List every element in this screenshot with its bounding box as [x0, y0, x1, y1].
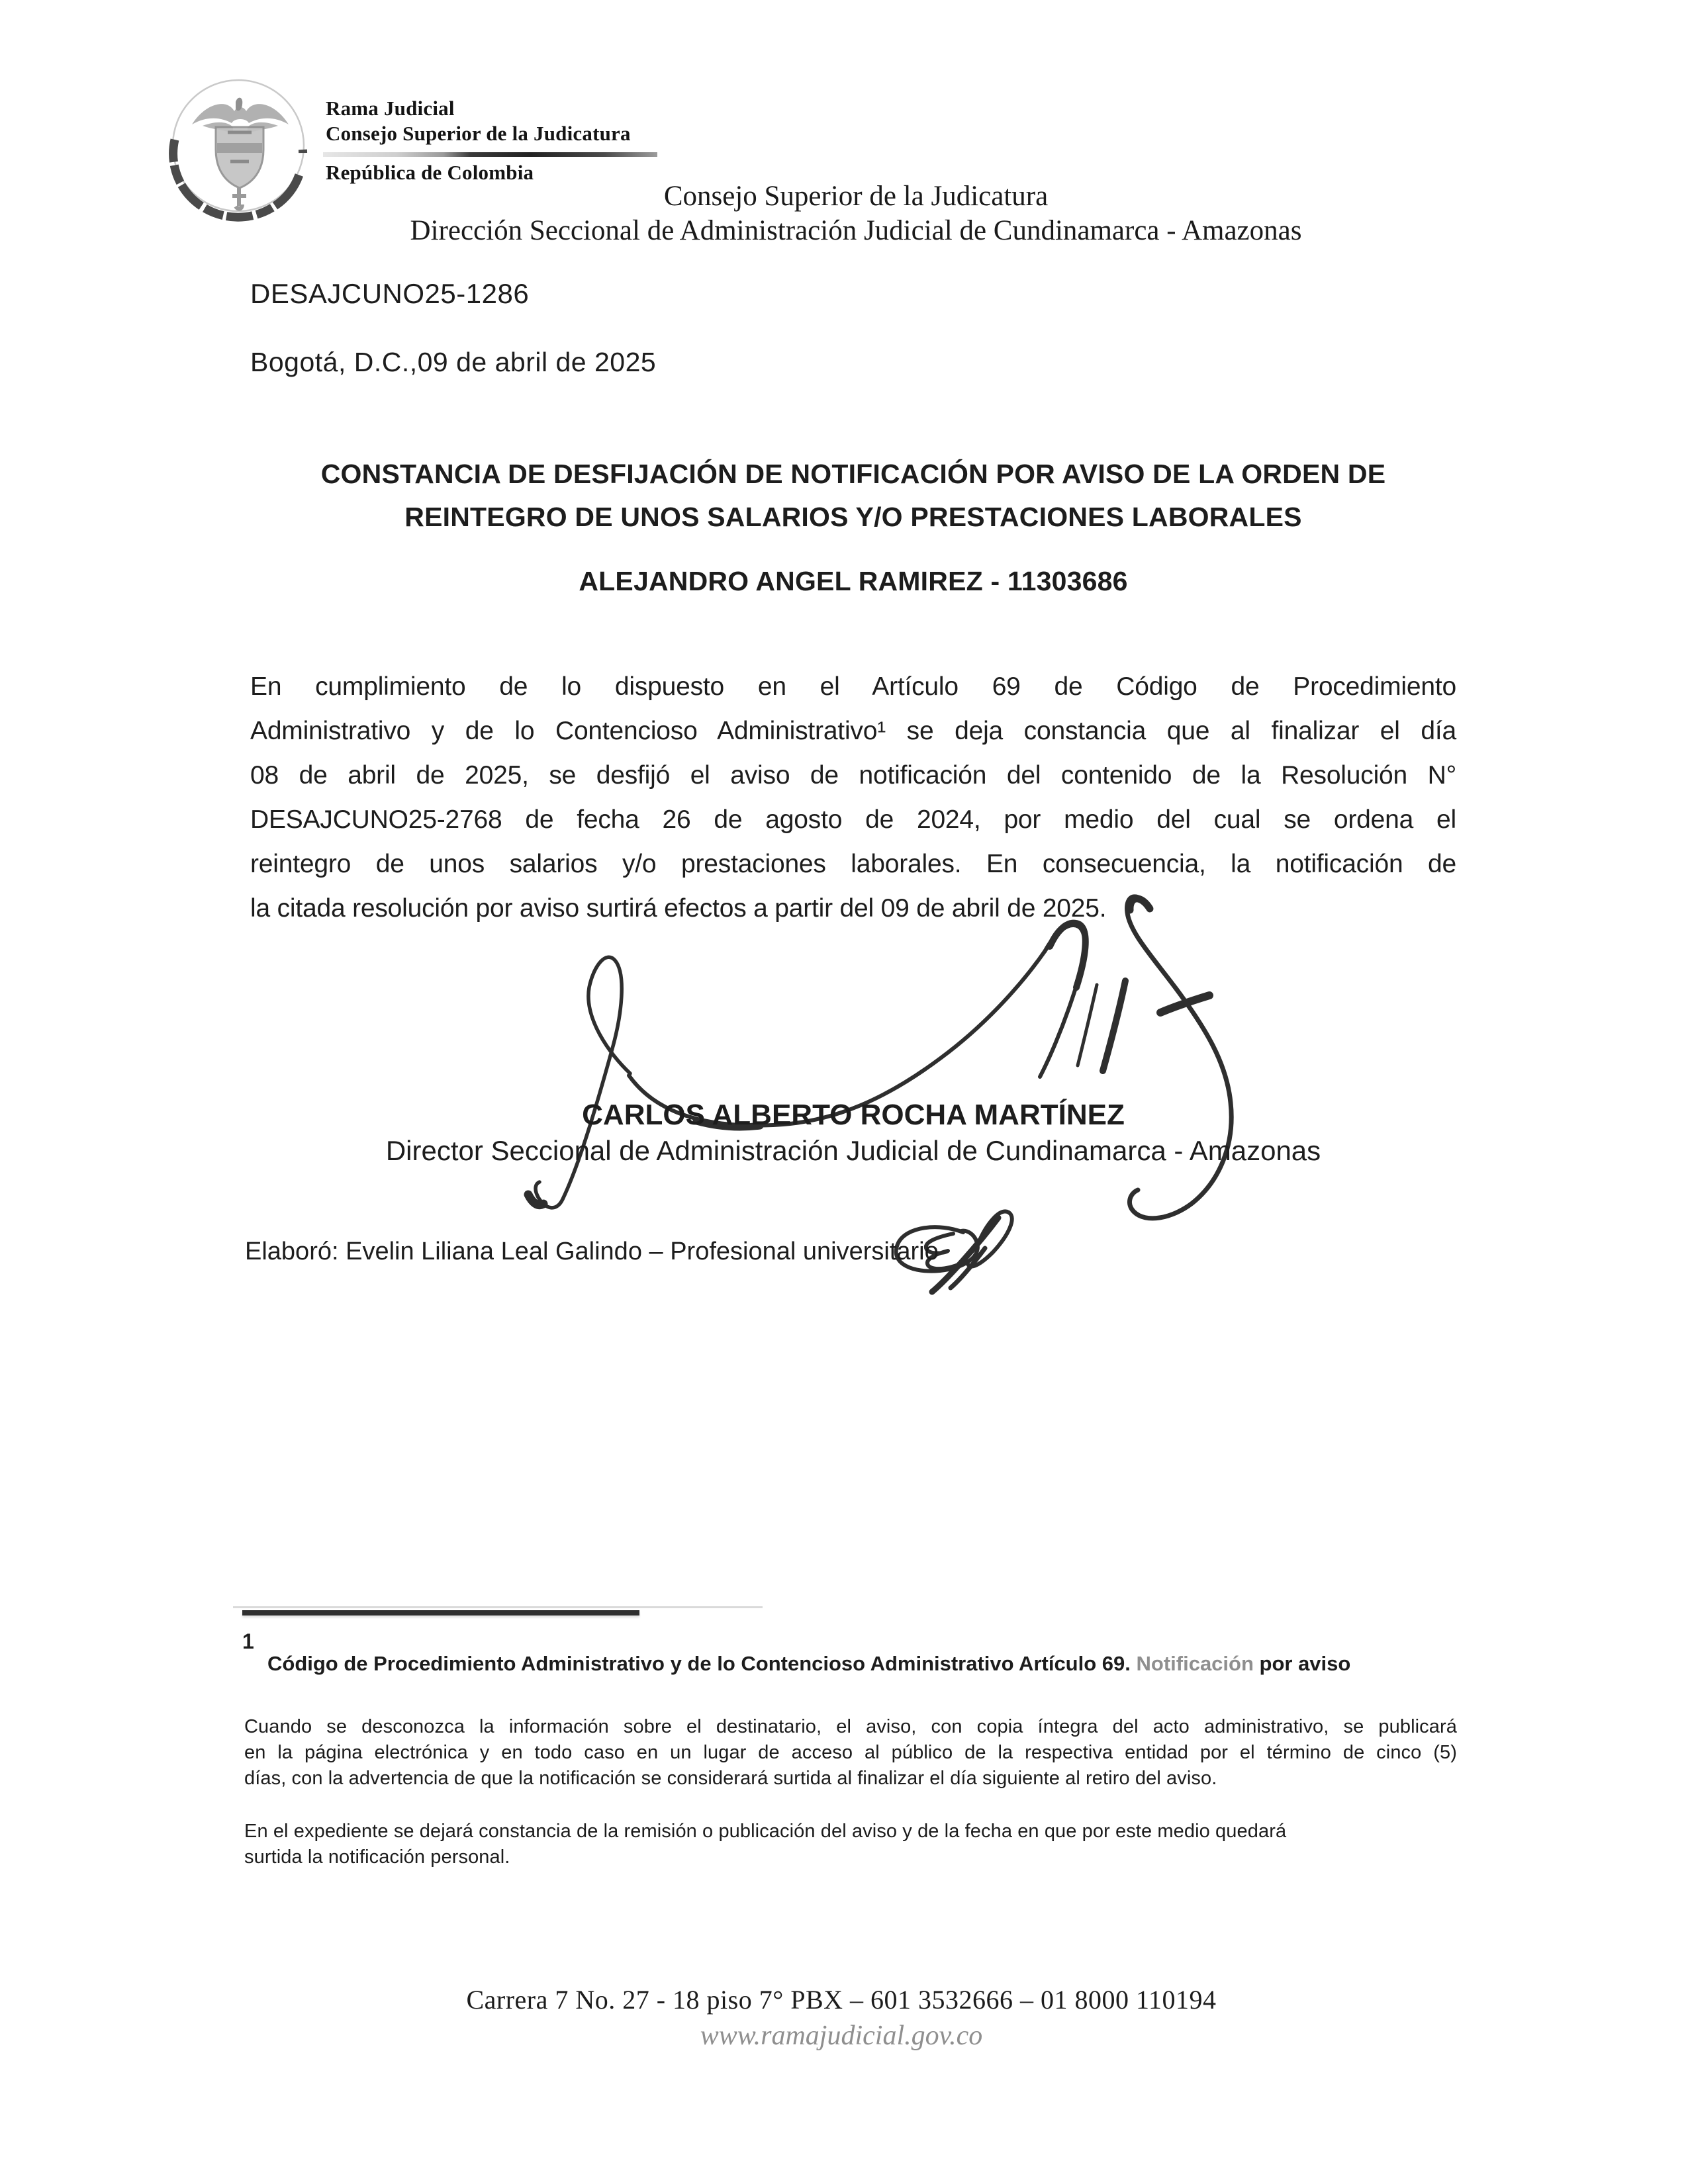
- signature-stroke: [1130, 899, 1150, 910]
- title-line-1: CONSTANCIA DE DESFIJACIÓN DE NOTIFICACIÓN POR AVISO DE LA ORDEN DE: [320, 459, 1386, 489]
- footer-website: www.ramajudicial.gov.co: [700, 2021, 983, 2051]
- footnote-line: días, con la advertencia de que la notificación se considerará surtida al finalizar el día siguiente al retiro del aviso.: [244, 1768, 1217, 1789]
- reference-number: DESAJCUNO25-1286: [250, 278, 530, 309]
- signature-stroke: [1127, 897, 1232, 1218]
- footnote-heading-tail: por aviso: [1253, 1652, 1351, 1675]
- signature-stroke: [1050, 923, 1086, 987]
- footnote-line: Cuando se desconozca la información sobre el destinatario, el aviso, con copia íntegra del acto administrativo, se publicará: [244, 1716, 1457, 1737]
- body-line: la citada resolución por aviso surtirá efectos a partir del 09 de abril de 2025.: [250, 894, 1107, 923]
- footnote-paragraph-2: [244, 1819, 1457, 1870]
- footnote-line: en la página electrónica y en todo caso en un lugar de acceso al público de la respectiva entidad por el término de cinco (5): [244, 1742, 1457, 1763]
- city-date-line: Bogotá, D.C.,09 de abril de 2025: [250, 347, 657, 377]
- brand-underline: [323, 152, 657, 157]
- brand-line-republica: República de Colombia: [326, 161, 534, 184]
- seal-tail: [232, 188, 246, 209]
- footnote-separator: [242, 1610, 639, 1615]
- signatory-name: CARLOS ALBERTO ROCHA MARTÍNEZ: [582, 1099, 1125, 1131]
- signature-stroke: [1103, 981, 1125, 1071]
- body-line: 08 de abril de 2025, se desfijó el aviso de notificación del contenido de la Resolución N°: [250, 761, 1456, 790]
- shield-band: [217, 143, 262, 153]
- footnote-marker: 1: [242, 1629, 254, 1653]
- footnote-line: En el expediente se dejará constancia de la remisión o publicación del aviso y de la fecha en que por este medio quedará: [244, 1821, 1287, 1842]
- signatory-role: Director Seccional de Administración Judicial de Cundinamarca - Amazonas: [385, 1135, 1321, 1166]
- footnote-heading-main: Código de Procedimiento Administrativo y de lo Contencioso Administrativo Artículo 69.: [267, 1652, 1131, 1675]
- signature-stroke: [536, 957, 630, 1208]
- footnote-separator-ghost: [233, 1606, 763, 1608]
- letterhead-center-line-1: Consejo Superior de la Judicatura: [663, 181, 1049, 212]
- footnote-line: surtida la notificación personal.: [244, 1846, 510, 1868]
- footnote-heading: [267, 1652, 1350, 1676]
- title-line-2: REINTEGRO DE UNOS SALARIOS Y/O PRESTACIONES LABORALES: [404, 502, 1302, 532]
- body-line: DESAJCUNO25-2768 de fecha 26 de agosto de 2024, por medio del cual se ordena el: [250, 805, 1456, 834]
- prepared-by-line: Elaboró: Evelin Liliana Leal Galindo – Profesional universitario: [245, 1238, 939, 1265]
- footnote-paragraph-1: [244, 1714, 1457, 1792]
- body-line: Administrativo y de lo Contencioso Administrativo¹ se deja constancia que al finalizar el día: [250, 717, 1456, 745]
- signature-stroke: [1040, 925, 1084, 1077]
- body-line: En cumplimiento de lo dispuesto en el Artículo 69 de Código de Procedimiento: [250, 672, 1456, 701]
- footer-address: Carrera 7 No. 27 - 18 piso 7° PBX – 601 3532666 – 01 8000 110194: [466, 1985, 1217, 2015]
- body-line: reintegro de unos salarios y/o prestaciones laborales. En consecuencia, la notificación de: [250, 850, 1456, 878]
- footnote-heading-gray: Notificación: [1130, 1652, 1254, 1675]
- letterhead-center-line-2: Dirección Seccional de Administración Judicial de Cundinamarca - Amazonas: [410, 215, 1302, 246]
- brand-line-rama-judicial: Rama Judicial: [326, 97, 455, 120]
- shield: [216, 127, 263, 188]
- subject-line: ALEJANDRO ANGEL RAMIREZ - 11303686: [579, 566, 1128, 596]
- signature-stroke: [1078, 985, 1097, 1066]
- document-title: [250, 453, 1456, 539]
- brand-line-consejo: Consejo Superior de la Judicatura: [326, 122, 631, 145]
